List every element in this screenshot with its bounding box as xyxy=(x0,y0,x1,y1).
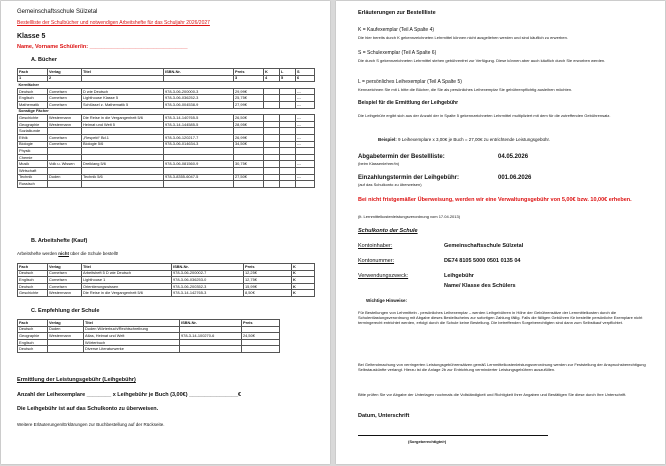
fee-date-value: 001.06.2026 xyxy=(498,175,532,181)
books-cell-preis: 27,50€ xyxy=(234,174,264,181)
account-number-label: Kontonummer: xyxy=(358,258,395,264)
books-cell-titel: Technik 5/6 xyxy=(82,174,164,181)
late-warning: Bei nicht fristgemäßer Überweisung, werden wir eine Verwaltungsgebühr von 5,00€ bzw. 10,00€ erheben. xyxy=(358,197,632,203)
workbooks-cell-verlag: Cornelsen xyxy=(48,283,82,290)
books-cell-k xyxy=(264,101,280,108)
deadline-label: Abgabetermin der Bestellliste: xyxy=(358,154,445,160)
books-cell-verlag: Cornelsen xyxy=(48,88,82,95)
books-cell-isbn xyxy=(164,128,234,135)
s-title: S = Schulexemplar (Teil A Spalte 6) xyxy=(358,50,437,56)
books-cell-s: --- xyxy=(296,141,315,148)
books-cell-l xyxy=(280,181,296,188)
table-row xyxy=(18,326,280,333)
school-name: Gemeinschaftsschule Sülzetal xyxy=(17,9,98,15)
books-cell-fach: Mathematik xyxy=(18,101,48,108)
workbooks-cell-titel: Die Reise in die Vergangenheit 5/6 xyxy=(82,290,172,297)
books-cell-l xyxy=(280,141,296,148)
recommend-cell-isbn xyxy=(180,326,242,333)
workbooks-header-cell: Titel xyxy=(82,264,172,271)
books-cell-fach: Chemie xyxy=(18,154,48,161)
workbooks-header-cell: ISBN-Nr. xyxy=(172,264,244,271)
note-2: Bei Geltendmachung von verringerten Leistungsgebührensätzen gemäß Lernmittelkostenleistungsverordnung werden zur Feststellung der Anspruchsberechtigung Selbstauskünfte verlangt. Hierzu ist die Anlage 2b zur Entrichtung verminderter Leistungsgebühren auszufüllen. xyxy=(358,362,646,372)
signature-line[interactable] xyxy=(358,435,548,436)
books-cell-fach: Technik xyxy=(18,174,48,181)
table-row xyxy=(18,161,315,168)
purpose-value: Leihgebühr xyxy=(444,273,474,279)
recommend-cell-titel: Wörterbuch xyxy=(84,339,180,346)
books-cell-l xyxy=(280,174,296,181)
books-cell-s xyxy=(296,128,315,135)
books-group-label: Sonstige Fächer xyxy=(18,108,315,115)
class-label: Klasse 5 xyxy=(17,33,46,40)
recommend-cell-preis xyxy=(242,346,280,353)
books-cell-s: --- xyxy=(296,161,315,168)
books-cell-verlag xyxy=(48,181,82,188)
signature-label: Datum, Unterschrift xyxy=(358,413,410,419)
books-header-cell: ISBN-Nr. xyxy=(164,69,234,76)
books-cell-verlag xyxy=(48,167,82,174)
books-cell-isbn: 978-3-06-120217-7 xyxy=(164,134,234,141)
books-cell-preis: 29,99€ xyxy=(234,88,264,95)
books-cell-verlag: Cornelsen xyxy=(48,141,82,148)
books-cell-verlag: Volk u. Wissen xyxy=(48,161,82,168)
account-number-value: DE74 8105 5000 0501 0135 04 xyxy=(444,258,521,264)
books-cell-titel: Schlüssel z. Mathematik 5 xyxy=(82,101,164,108)
table-row xyxy=(18,339,280,346)
k-title: K = Kaufexemplar (Teil A Spalte 4) xyxy=(358,27,435,33)
books-number-cell: 2 xyxy=(48,75,82,82)
workbooks-header-cell: Preis xyxy=(244,264,292,271)
books-cell-verlag xyxy=(48,148,82,155)
table-row xyxy=(18,141,315,148)
books-cell-k xyxy=(264,174,280,181)
l-title: L = persönliches Leihexemplar (Teil A Spalte 5) xyxy=(358,79,462,85)
list-title: Bestellliste der Schulbücher und notwendigen Arbeitshefte für das Schuljahr 2026/2027 xyxy=(17,20,210,26)
books-cell-isbn: 978-3-06-200000-3 xyxy=(164,88,234,95)
table-row xyxy=(18,346,280,353)
recommend-cell-preis: 24,50€ xyxy=(242,333,280,340)
books-cell-l xyxy=(280,95,296,102)
books-cell-l xyxy=(280,101,296,108)
books-cell-isbn: 978-3-14-140765-5 xyxy=(164,115,234,122)
books-cell-k xyxy=(264,161,280,168)
table-row xyxy=(18,283,315,290)
table-row xyxy=(18,115,315,122)
books-cell-s xyxy=(296,181,315,188)
workbooks-cell-isbn: 978-3-06-200352-3 xyxy=(172,283,244,290)
workbooks-cell-k: K xyxy=(292,277,315,284)
books-cell-isbn xyxy=(164,167,234,174)
l-text: Kennzeichnen Sie mit L bitte die Bücher, die Sie als persönliches Leihexemplar Sie gebührenpflichtig ausleihen möchten. xyxy=(358,87,573,92)
books-cell-titel: Heimat und Welt 5 xyxy=(82,121,164,128)
recommend-cell-preis xyxy=(242,339,280,346)
books-cell-fach: Deutsch xyxy=(18,88,48,95)
books-cell-fach: Geschichte xyxy=(18,115,48,122)
books-header-cell: Fach xyxy=(18,69,48,76)
books-cell-l xyxy=(280,167,296,174)
recommend-header-cell: Preis xyxy=(242,320,280,327)
recommend-cell-fach: Englisch xyxy=(18,339,48,346)
table-row xyxy=(18,333,280,340)
recommend-cell-fach: Deutsch xyxy=(18,326,48,333)
table-row xyxy=(18,277,315,284)
books-cell-preis xyxy=(234,148,264,155)
books-cell-s: --- xyxy=(296,121,315,128)
books-cell-fach: Musik xyxy=(18,161,48,168)
books-header-cell: Titel xyxy=(82,69,164,76)
books-cell-k xyxy=(264,115,280,122)
s-text: Die durch S gekennzeichneten Lehrmittel stehen gebührenfrei zur Verfügung. Diese können aber auch käuflich durch Sie erworben werden. xyxy=(358,58,606,63)
books-cell-isbn: 978-3-14-144585-5 xyxy=(164,121,234,128)
table-row xyxy=(18,154,315,161)
workbooks-cell-k: K xyxy=(292,290,315,297)
table-row xyxy=(18,88,315,95)
account-heading: Schulkonto der Schule xyxy=(358,228,418,234)
books-cell-fach: Geographie xyxy=(18,121,48,128)
books-cell-fach: Physik xyxy=(18,148,48,155)
books-group-label: Kernfächer xyxy=(18,82,315,89)
books-cell-preis: 27,99€ xyxy=(234,101,264,108)
books-cell-verlag: Cornelsen xyxy=(48,95,82,102)
books-cell-s: --- xyxy=(296,88,315,95)
page-left xyxy=(1,1,330,464)
books-cell-verlag xyxy=(48,128,82,135)
books-header-row xyxy=(18,69,315,76)
books-cell-s: --- xyxy=(296,174,315,181)
books-cell-k xyxy=(264,167,280,174)
recommend-cell-verlag: Westermann xyxy=(48,333,84,340)
books-cell-s: --- xyxy=(296,134,315,141)
workbook-note-before: Arbeitshefte werden xyxy=(17,251,59,256)
books-cell-titel xyxy=(82,154,164,161)
books-cell-titel: Lighthouse Klasse 5 xyxy=(82,95,164,102)
books-cell-preis: 26,50€ xyxy=(234,115,264,122)
books-cell-preis xyxy=(234,181,264,188)
books-number-cell: 1 xyxy=(18,75,48,82)
recommend-header-cell: Verlag xyxy=(48,320,84,327)
books-cell-verlag: Duden xyxy=(48,174,82,181)
books-header-cell: Verlag xyxy=(48,69,82,76)
books-cell-s: --- xyxy=(296,95,315,102)
table-row xyxy=(18,134,315,141)
deadline-value: 04.05.2026 xyxy=(498,154,529,160)
recommend-cell-verlag xyxy=(48,339,84,346)
books-cell-isbn: 978-3-06-081560-9 xyxy=(164,161,234,168)
further-note: Weitere Erläuterungen/Erklärungen zur Buchbestellung auf der Rückseite. xyxy=(17,422,165,427)
workbook-note xyxy=(17,252,118,257)
books-cell-fach: Wirtschaft xyxy=(18,167,48,174)
books-cell-l xyxy=(280,121,296,128)
books-cell-isbn xyxy=(164,148,234,155)
example-text: Die Leihgebühr ergibt sich aus der Anzahl der in Spalte 5 gekennzeichneten Lehrmittel multipliziert mit dem für die zutreffenden Gebührensatz. xyxy=(358,113,611,118)
recommend-cell-fach: Deutsch xyxy=(18,346,48,353)
recommend-cell-titel: Duden Wörterbuch/Rechtschreibung xyxy=(84,326,180,333)
table-row xyxy=(18,121,315,128)
books-cell-isbn: 978-3-06-004538-9 xyxy=(164,101,234,108)
recommend-cell-titel: Diverse Literaturwerke xyxy=(84,346,180,353)
books-number-cell: 3 xyxy=(234,75,264,82)
workbooks-cell-titel: Arbeitsheft 5 D wie Deutsch xyxy=(82,270,172,277)
workbooks-header-cell: Fach xyxy=(18,264,48,271)
books-cell-preis: 34,50€ xyxy=(234,141,264,148)
books-cell-fach: Ethik xyxy=(18,134,48,141)
example-calc xyxy=(378,138,550,143)
books-cell-k xyxy=(264,88,280,95)
books-cell-fach: Sozialkunde xyxy=(18,128,48,135)
workbooks-cell-fach: Geschichte xyxy=(18,290,48,297)
explanation-heading: Erläuterungen zur Bestellliste xyxy=(358,10,436,16)
account-holder-label: Kontoinhaber: xyxy=(358,243,393,249)
recommend-header-cell: ISBN-Nr. xyxy=(180,320,242,327)
books-cell-isbn xyxy=(164,154,234,161)
workbooks-cell-verlag: Cornelsen xyxy=(48,270,82,277)
books-header-cell: L xyxy=(280,69,296,76)
section-b-heading: B. Arbeitshefte (Kauf) xyxy=(31,238,88,244)
fee-date-note: (auf das Schulkonto zu überweisen) xyxy=(358,182,422,187)
table-row xyxy=(18,181,315,188)
books-cell-k xyxy=(264,95,280,102)
books-cell-preis: 25,75€ xyxy=(234,95,264,102)
books-cell-isbn: 978-3-06-036252-3 xyxy=(164,95,234,102)
workbooks-cell-isbn: 978-3-06-036253-0 xyxy=(172,277,244,284)
books-cell-l xyxy=(280,134,296,141)
account-holder-value: Gemeinschaftsschule Sülzetal xyxy=(444,243,524,249)
books-cell-preis: 28,95€ xyxy=(234,121,264,128)
books-cell-verlag: Cornelsen xyxy=(48,134,82,141)
workbooks-table xyxy=(17,263,315,297)
books-cell-l xyxy=(280,154,296,161)
section-a-heading: A. Bücher xyxy=(31,57,57,63)
recommend-table xyxy=(17,319,280,353)
books-cell-titel: „Respekt“ Bd.1 xyxy=(82,134,164,141)
books-cell-titel: Die Reise in die Vergangenheit 5/6 xyxy=(82,115,164,122)
example-calc-prefix: Beispiel: xyxy=(378,137,397,142)
table-row xyxy=(18,174,315,181)
books-cell-l xyxy=(280,161,296,168)
books-cell-titel: Biologie 5/6 xyxy=(82,141,164,148)
workbooks-header-row xyxy=(18,264,315,271)
books-header-cell: K xyxy=(264,69,280,76)
books-cell-isbn xyxy=(164,181,234,188)
section-c-heading: C. Empfehlung der Schule xyxy=(31,308,100,314)
books-cell-k xyxy=(264,148,280,155)
books-table xyxy=(17,68,315,188)
recommend-cell-isbn: 978-3-14-100270-6 xyxy=(180,333,242,340)
workbooks-cell-preis: 8,50€ xyxy=(244,290,292,297)
books-cell-fach: Russisch xyxy=(18,181,48,188)
books-cell-titel xyxy=(82,128,164,135)
notes-heading: Wichtige Hinweise: xyxy=(366,298,407,303)
books-header-cell: S xyxy=(296,69,315,76)
recommend-cell-titel: Atlas, Heimat und Welt xyxy=(84,333,180,340)
student-name-field[interactable]: Name, Vorname Schüler/in: ________________________________ xyxy=(17,44,188,50)
books-cell-s: --- xyxy=(296,101,315,108)
signature-caption: (Sorgeberechtigte/r) xyxy=(408,439,447,444)
workbooks-cell-titel: Lighthouse 1 xyxy=(82,277,172,284)
workbooks-cell-preis: 12,75€ xyxy=(244,277,292,284)
workbooks-cell-fach: Deutsch xyxy=(18,283,48,290)
books-cell-s xyxy=(296,148,315,155)
books-header-cell: Preis xyxy=(234,69,264,76)
books-cell-titel xyxy=(82,148,164,155)
books-cell-s xyxy=(296,154,315,161)
books-cell-fach: Englisch xyxy=(18,95,48,102)
workbook-note-emph: nicht xyxy=(58,251,70,256)
workbooks-cell-verlag: Cornelsen xyxy=(48,277,82,284)
recommend-cell-fach: Geographie xyxy=(18,333,48,340)
books-number-cell xyxy=(164,75,234,82)
recommend-cell-verlag xyxy=(48,346,84,353)
books-number-cell xyxy=(82,75,164,82)
books-cell-verlag: Westermann xyxy=(48,121,82,128)
workbooks-cell-verlag: Westermann xyxy=(48,290,82,297)
page-right xyxy=(336,1,665,464)
fee-calc-line[interactable]: Anzahl der Leihexemplare ________ x Leihgebühr je Buch (3,00€) ________________€ xyxy=(17,392,242,398)
books-cell-k xyxy=(264,181,280,188)
workbooks-cell-titel: Orientierungswissen xyxy=(82,283,172,290)
workbooks-cell-fach: Englisch xyxy=(18,277,48,284)
books-group-row xyxy=(18,82,315,89)
workbooks-cell-isbn: 978-3-06-200002-7 xyxy=(172,270,244,277)
workbooks-cell-k: K xyxy=(292,270,315,277)
books-cell-l xyxy=(280,88,296,95)
workbooks-header-cell: Verlag xyxy=(48,264,82,271)
books-cell-titel xyxy=(82,167,164,174)
books-cell-titel: D wie Deutsch xyxy=(82,88,164,95)
workbooks-cell-k: K xyxy=(292,283,315,290)
books-cell-k xyxy=(264,121,280,128)
books-cell-titel: Dreiklang 5/6 xyxy=(82,161,164,168)
workbooks-header-cell: K xyxy=(292,264,315,271)
recommend-header-row xyxy=(18,320,280,327)
recommend-header-cell: Titel xyxy=(84,320,180,327)
purpose-label: Verwendungszweck: xyxy=(358,273,409,279)
books-cell-preis xyxy=(234,167,264,174)
books-cell-fach: Biologie xyxy=(18,141,48,148)
books-cell-isbn: 978-3-06-014634-3 xyxy=(164,141,234,148)
deadline-note: (beim Klassenlehrer/in) xyxy=(358,161,400,166)
example-heading: Beispiel für die Ermittlung der Leihgebühr xyxy=(358,100,459,106)
recommend-header-cell: Fach xyxy=(18,320,48,327)
books-cell-k xyxy=(264,141,280,148)
table-row xyxy=(18,128,315,135)
books-number-row xyxy=(18,75,315,82)
books-cell-l xyxy=(280,128,296,135)
workbook-note-after: über die Schule bestellt! xyxy=(69,251,119,256)
workbooks-cell-preis: 12,25€ xyxy=(244,270,292,277)
books-number-cell: 4 xyxy=(264,75,280,82)
books-cell-s xyxy=(296,167,315,174)
books-cell-l xyxy=(280,148,296,155)
books-cell-k xyxy=(264,134,280,141)
books-cell-preis: 30,75€ xyxy=(234,161,264,168)
books-cell-verlag: Westermann xyxy=(48,115,82,122)
books-cell-isbn: 978-3-8355-6047-5 xyxy=(164,174,234,181)
books-cell-preis xyxy=(234,154,264,161)
books-cell-verlag: Cornelsen xyxy=(48,101,82,108)
books-cell-preis xyxy=(234,128,264,135)
recommend-cell-isbn xyxy=(180,339,242,346)
table-row xyxy=(18,167,315,174)
books-cell-k xyxy=(264,154,280,161)
table-row xyxy=(18,95,315,102)
books-cell-verlag xyxy=(48,154,82,161)
note-1: Für Bestellungen von Lehrmitteln - persönliches Leihexemplar – werden Leihgebühren in Höhe der Gebührensätze der Lernmittelkosten durch die Schulentlastungsverordnung mit Abgabe dieses Bestellscheins zur sofortigen Zahlung fällig. Falls die fälligen Gebühren für bestellte persönliche Exemplare nicht termingerecht entrichtet werden, erfolgt durch die Schule keine Bestellung. Die betreffenden Sorgeberechtigten sind dann zum Selbstkauf verpflichtet. xyxy=(358,310,643,325)
table-row xyxy=(18,101,315,108)
workbooks-cell-fach: Deutsch xyxy=(18,270,48,277)
recommend-cell-verlag: Duden xyxy=(48,326,84,333)
books-group-row xyxy=(18,108,315,115)
purpose-line2: Name/ Klasse des Schülers xyxy=(444,283,516,289)
books-cell-preis: 26,99€ xyxy=(234,134,264,141)
books-cell-l xyxy=(280,115,296,122)
books-number-cell: 6 xyxy=(296,75,315,82)
recommend-cell-isbn xyxy=(180,346,242,353)
late-reference: (lt. Lernmittelkostenleistungsverordnung vom 17.04.2013) xyxy=(358,214,461,219)
fee-date-label: Einzahlungstermin der Leihgebühr: xyxy=(358,175,460,181)
k-text: Die hier bereits durch K gekennzeichneten Lehrmittel können nicht ausgeliehen werden und sind käuflich zu erwerben. xyxy=(358,35,568,40)
recommend-cell-preis xyxy=(242,326,280,333)
table-row xyxy=(18,270,315,277)
fee-pay-note: Die Leihgebühr ist auf das Schulkonto zu überweisen. xyxy=(17,406,159,412)
books-cell-k xyxy=(264,128,280,135)
example-calc-text: 9 Leihexemplare x 3,00€ je Buch = 27,00€ zu entrichtende Leistungsgebühr. xyxy=(398,137,551,142)
books-cell-titel xyxy=(82,181,164,188)
table-row xyxy=(18,148,315,155)
workbooks-cell-preis: 15,99€ xyxy=(244,283,292,290)
fee-heading: Ermittlung der Leistungsgebühr (Leihgebühr) xyxy=(17,377,136,383)
workbooks-cell-isbn: 978-3-14-142765-3 xyxy=(172,290,244,297)
books-number-cell: 5 xyxy=(280,75,296,82)
books-cell-s: --- xyxy=(296,115,315,122)
note-3: Bitte prüfen Sie vor Abgabe der Unterlagen nochmals die Vollständigkeit und Richtigkeit Ihrer Angaben und Bestätigen Sie diese durch Ihre Unterschrift. xyxy=(358,392,627,397)
table-row xyxy=(18,290,315,297)
